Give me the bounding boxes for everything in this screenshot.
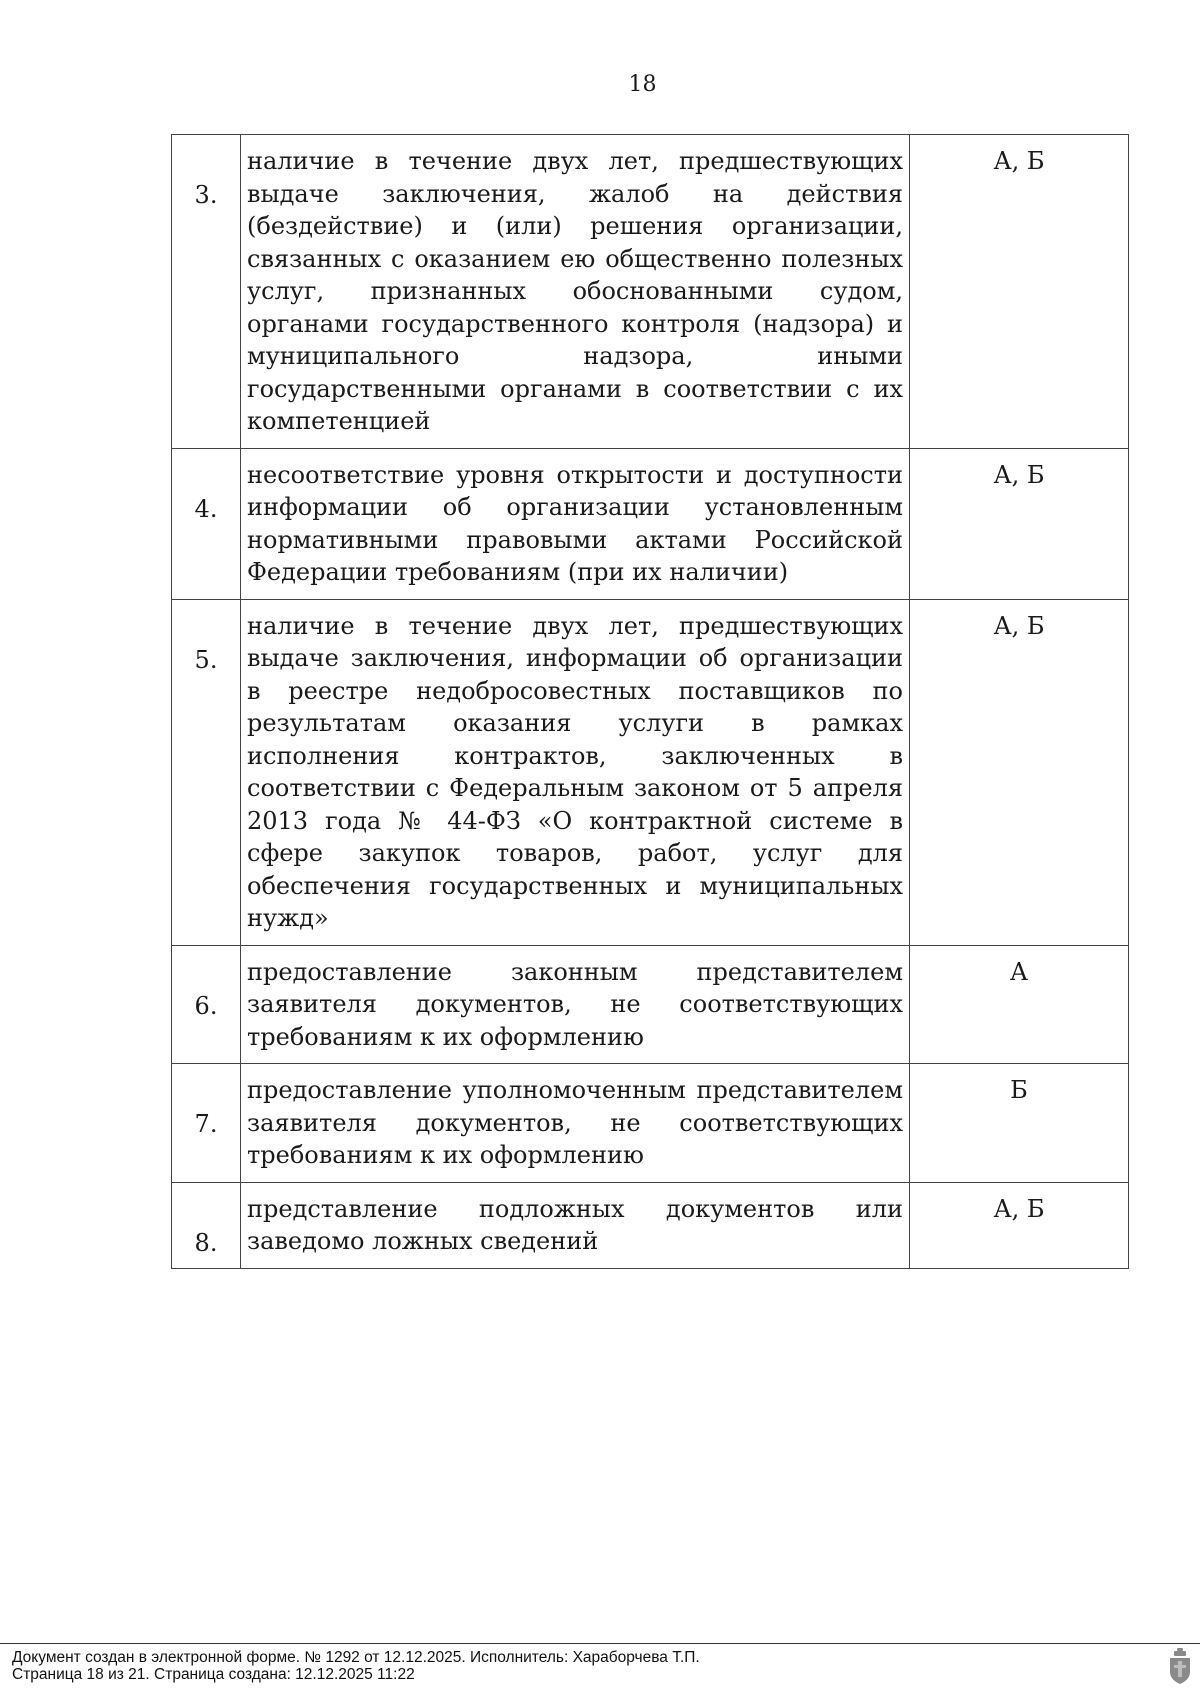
table-row	[172, 135, 1129, 449]
row-number: 5.	[172, 599, 241, 945]
row-description: наличие в течение двух лет, предшествующих выдаче заключения, жалоб на действия (бездействие) и (или) решения организации, связанных с оказанием ею общественно полезных услуг, признанных обоснованными судом, органами государственного контроля (надзора) и муниципального надзора, иными государственными органами в соответствии с их компетенцией	[241, 135, 910, 449]
row-description: представление подложных документов или заведомо ложных сведений	[241, 1182, 910, 1268]
row-description: предоставление уполномоченным представителем заявителя документов, не соответствующих требованиям к их оформлению	[241, 1064, 910, 1183]
row-category: А, Б	[910, 1182, 1129, 1268]
table-row	[172, 1064, 1129, 1183]
table-row	[172, 1182, 1129, 1268]
footer-divider	[0, 1643, 1200, 1644]
table-row	[172, 448, 1129, 599]
table-row	[172, 599, 1129, 945]
row-description: наличие в течение двух лет, предшествующих выдаче заключения, информации об организации в реестре недобросовестных поставщиков по результатам оказания услуги в рамках исполнения контрактов, заключенных в соответствии с Федеральным законом от 5 апреля 2013 года № 44-ФЗ «О контрактной системе в сфере закупок товаров, работ, услуг для обеспечения государственных и муниципальных нужд»	[241, 599, 910, 945]
row-description: предоставление законным представителем заявителя документов, не соответствующих требованиям к их оформлению	[241, 945, 910, 1064]
footer-document-info: Документ создан в электронной форме. № 1292 от 12.12.2025. Исполнитель: Хараборчева Т.П.	[12, 1649, 700, 1666]
coat-of-arms-icon	[1168, 1648, 1192, 1686]
row-category: Б	[910, 1064, 1129, 1183]
table-row	[172, 945, 1129, 1064]
page-number: 18	[628, 72, 657, 97]
criteria-table	[171, 134, 1129, 1269]
row-category: А, Б	[910, 448, 1129, 599]
row-description: несоответствие уровня открытости и доступности информации об организации установленным нормативными правовыми актами Российской Федерации требованиям (при их наличии)	[241, 448, 910, 599]
row-number: 6.	[172, 945, 241, 1064]
document-footer	[12, 1649, 700, 1683]
row-category: А	[910, 945, 1129, 1064]
footer-page-info: Страница 18 из 21. Страница создана: 12.12.2025 11:22	[12, 1666, 415, 1683]
row-category: А, Б	[910, 599, 1129, 945]
row-number: 4.	[172, 448, 241, 599]
row-number: 7.	[172, 1064, 241, 1183]
row-number: 8.	[172, 1182, 241, 1268]
row-category: А, Б	[910, 135, 1129, 449]
row-number: 3.	[172, 135, 241, 449]
